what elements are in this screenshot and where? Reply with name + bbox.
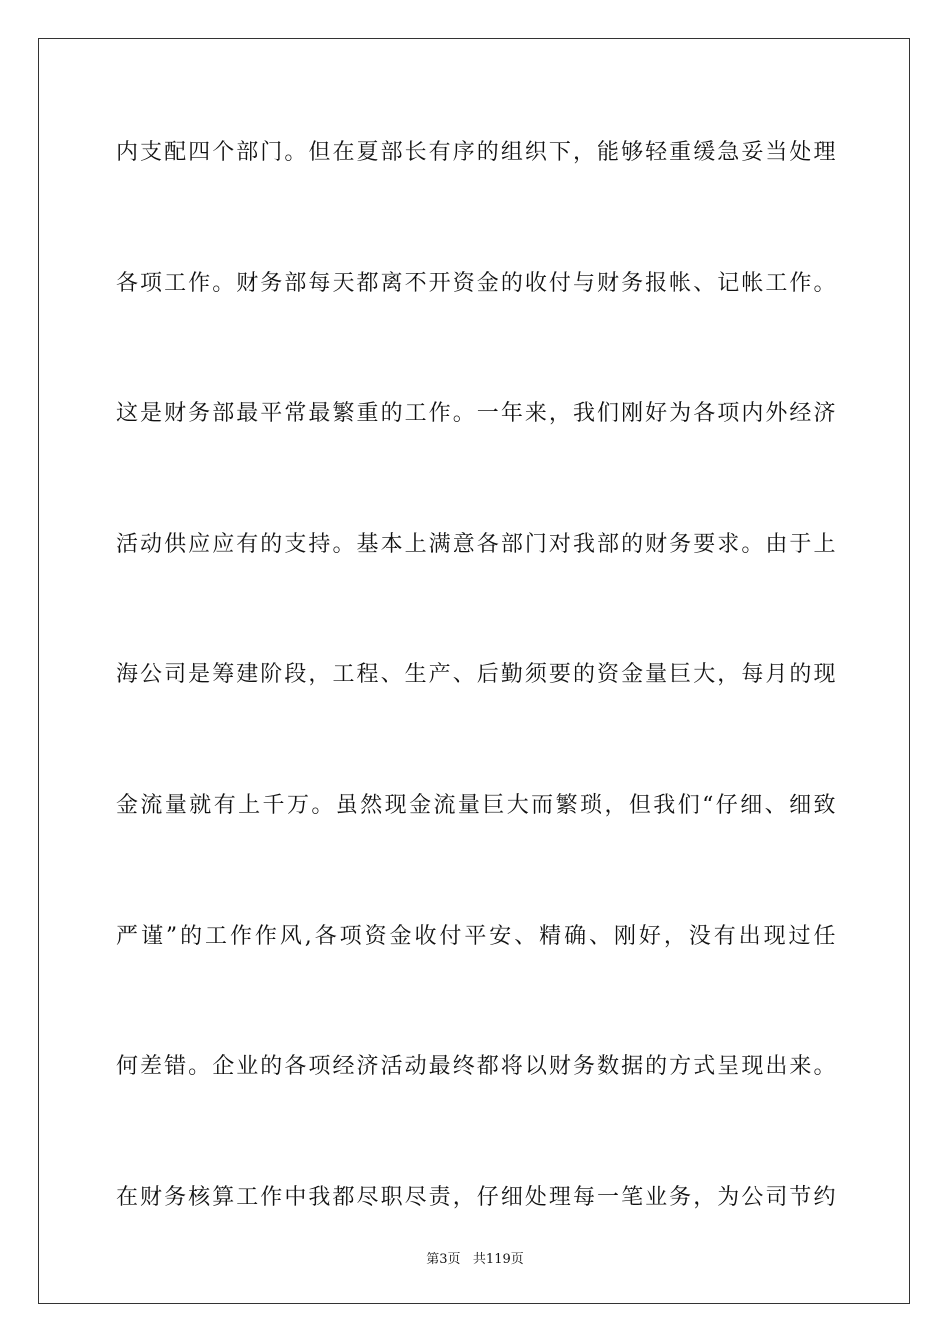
body-text [116,128,836,1303]
text-line: 严谨”的工作作风,各项资金收付平安、精确、刚好，没有出现过任 [116,923,836,949]
text-line: 这是财务部最平常最繁重的工作。一年来，我们刚好为各项内外经济 [116,401,836,427]
text-line: 活动供应应有的支持。基本上满意各部门对我部的财务要求。由于上 [116,531,836,557]
text-line: 何差错。企业的各项经济活动最终都将以财务数据的方式呈现出来。 [116,1054,836,1080]
page-number-footer: 第3页 共119页 [426,1252,524,1267]
text-line: 各项工作。财务部每天都离不开资金的收付与财务报帐、记帐工作。 [116,270,836,296]
text-line: 海公司是筹建阶段，工程、生产、后勤须要的资金量巨大，每月的现 [116,662,836,688]
text-line: 内支配四个部门。但在夏部长有序的组织下，能够轻重缓急妥当处理 [116,140,836,165]
text-line: 金流量就有上千万。虽然现金流量巨大而繁琐，但我们“仔细、细致 [116,792,836,818]
text-line: 在财务核算工作中我都尽职尽责，仔细处理每一笔业务，为公司节约 [116,1184,836,1210]
